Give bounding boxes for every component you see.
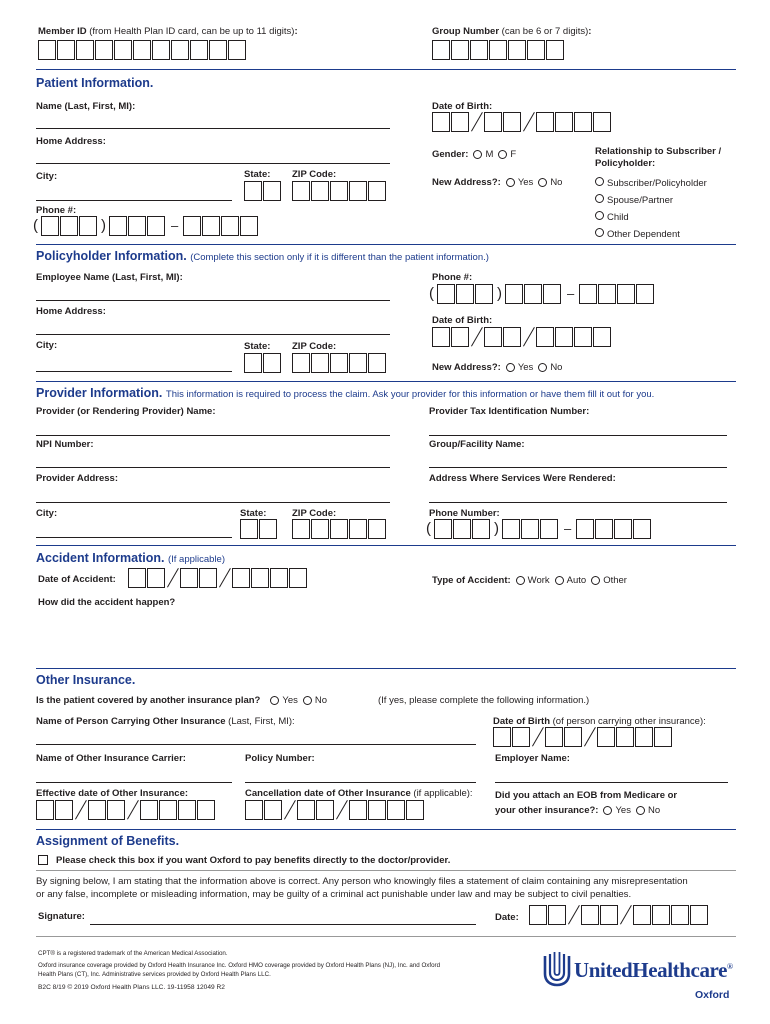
employee-name-label: Employee Name (Last, First, MI):: [36, 272, 183, 283]
cancel-date-boxes[interactable]: [245, 800, 425, 820]
provider-name-field[interactable]: [36, 435, 390, 436]
provider-state-boxes[interactable]: [240, 519, 278, 539]
accident-how-label: How did the accident happen?: [38, 597, 176, 608]
group-facility-label: Group/Facility Name:: [429, 439, 525, 450]
eob-yes-radio[interactable]: [603, 806, 612, 815]
patient-gender-label: Gender: M F: [432, 149, 517, 160]
patient-name-label: Name (Last, First, MI):: [36, 101, 136, 112]
other-person-field[interactable]: [36, 744, 476, 745]
policyholder-home-address-label: Home Address:: [36, 306, 106, 317]
policyholder-phone-boxes[interactable]: ( ) –: [426, 284, 655, 304]
patient-city-field[interactable]: [36, 200, 232, 201]
accident-heading: Accident Information. (If applicable): [36, 551, 225, 565]
policyholder-home-address-field[interactable]: [36, 334, 390, 335]
patient-new-address-yes[interactable]: [506, 178, 515, 187]
policyholder-dob-label: Date of Birth:: [432, 315, 493, 326]
other-coverage-label: Is the patient covered by another insurance plan? Yes No: [36, 695, 328, 706]
effective-date-boxes[interactable]: [36, 800, 216, 820]
rel-subscriber-option[interactable]: Subscriber/Policyholder: [591, 174, 707, 191]
patient-new-address-label: New Address?: Yes No: [432, 177, 563, 188]
policyholder-new-address-yes[interactable]: [506, 363, 515, 372]
other-coverage-yes[interactable]: [270, 696, 279, 705]
group-facility-field[interactable]: [429, 467, 727, 468]
effective-date-label: Effective date of Other Insurance:: [36, 788, 189, 799]
services-address-label: Address Where Services Were Rendered:: [429, 473, 616, 484]
policyholder-dob-boxes[interactable]: [432, 327, 612, 347]
other-insurance-heading: Other Insurance.: [36, 673, 136, 687]
eob-no-radio[interactable]: [636, 806, 645, 815]
assignment-heading: Assignment of Benefits.: [36, 834, 180, 848]
policyholder-new-address-no[interactable]: [538, 363, 547, 372]
patient-home-address-field[interactable]: [36, 163, 390, 164]
patient-zip-label: ZIP Code:: [292, 169, 337, 180]
member-id-label: Member ID (from Health Plan ID card, can be up to 11 digits):: [38, 26, 298, 37]
patient-zip-boxes[interactable]: [292, 181, 387, 201]
gender-m-radio[interactable]: [473, 150, 482, 159]
section-divider: [36, 69, 736, 70]
patient-name-field[interactable]: [36, 128, 390, 129]
cpt-note: CPT® is a registered trademark of the American Medical Association.: [38, 950, 228, 957]
oxford-label: Oxford: [695, 989, 730, 1001]
provider-phone-boxes[interactable]: ( ) –: [423, 519, 652, 539]
provider-address-field[interactable]: [36, 502, 390, 503]
accident-work-radio[interactable]: [516, 576, 525, 585]
patient-home-address-label: Home Address:: [36, 136, 106, 147]
provider-city-field[interactable]: [36, 537, 232, 538]
other-carrier-label: Name of Other Insurance Carrier:: [36, 753, 186, 764]
provider-name-label: Provider (or Rendering Provider) Name:: [36, 406, 216, 417]
provider-city-label: City:: [36, 508, 58, 519]
policyholder-state-label: State:: [244, 341, 271, 352]
thin-divider: [36, 936, 736, 937]
other-coverage-no[interactable]: [303, 696, 312, 705]
accident-date-label: Date of Accident:: [38, 574, 116, 585]
patient-dob-boxes[interactable]: [432, 112, 612, 132]
form-code: B2C 8/19 © 2019 Oxford Health Plans LLC. 19-11958 12049 R2: [38, 984, 225, 991]
provider-zip-boxes[interactable]: [292, 519, 387, 539]
policyholder-phone-label: Phone #:: [432, 272, 473, 283]
other-employer-field[interactable]: [495, 782, 728, 783]
assignment-checkbox[interactable]: [38, 855, 48, 865]
other-dob-label: Date of Birth (of person carrying other insurance):: [493, 716, 706, 727]
accident-other-radio[interactable]: [591, 576, 600, 585]
other-policy-field[interactable]: [245, 782, 476, 783]
accident-auto-radio[interactable]: [555, 576, 564, 585]
group-number-label: Group Number (can be 6 or 7 digits):: [432, 26, 592, 37]
signature-label: Signature:: [38, 911, 85, 922]
group-number-boxes[interactable]: [432, 40, 565, 60]
provider-phone-label: Phone Number:: [429, 508, 500, 519]
patient-city-label: City:: [36, 171, 58, 182]
patient-dob-label: Date of Birth:: [432, 101, 493, 112]
services-address-field[interactable]: [429, 502, 727, 503]
patient-state-label: State:: [244, 169, 271, 180]
assignment-checkbox-row: Please check this box if you want Oxford to pay benefits directly to the doctor/provider.: [38, 855, 450, 866]
provider-address-label: Provider Address:: [36, 473, 119, 484]
patient-new-address-no[interactable]: [538, 178, 547, 187]
section-divider: [36, 829, 736, 830]
patient-phone-boxes[interactable]: ( ) –: [30, 216, 259, 236]
section-divider: [36, 244, 736, 245]
thin-divider: [36, 870, 736, 871]
policyholder-city-label: City:: [36, 340, 58, 351]
policyholder-heading: Policyholder Information. (Complete this section only if it is different than the patient information.): [36, 249, 489, 263]
other-carrier-field[interactable]: [36, 782, 232, 783]
provider-zip-label: ZIP Code:: [292, 508, 337, 519]
signature-field[interactable]: [90, 924, 476, 925]
rel-other-option[interactable]: Other Dependent: [591, 225, 707, 242]
other-person-label: Name of Person Carrying Other Insurance (Last, First, MI):: [36, 716, 295, 727]
policyholder-zip-label: ZIP Code:: [292, 341, 337, 352]
accident-date-boxes[interactable]: [128, 568, 308, 588]
policyholder-zip-boxes[interactable]: [292, 353, 387, 373]
uhc-logo-icon: [542, 950, 572, 988]
sign-date-label: Date:: [495, 912, 519, 923]
sign-date-boxes[interactable]: [529, 905, 709, 925]
provider-heading: Provider Information. This information is required to process the claim. Ask your provider for this information or have them fill it out for you.: [36, 386, 655, 400]
section-divider: [36, 545, 736, 546]
patient-phone-label: Phone #:: [36, 205, 77, 216]
member-id-boxes[interactable]: [38, 40, 247, 60]
provider-state-label: State:: [240, 508, 267, 519]
other-employer-label: Employer Name:: [495, 753, 570, 764]
assignment-statement: By signing below, I am stating that the information above is correct. Any person who knowingly files a statement of claim containing any misrepresentation or any false, incomplete or misleading information, may be guilty of a criminal act punishable under law and may be subject to civil penalties.: [36, 876, 688, 900]
employee-name-field[interactable]: [36, 300, 390, 301]
section-divider: [36, 668, 736, 669]
uhc-logo-text: UnitedHealthcare®: [574, 958, 733, 982]
other-dob-boxes[interactable]: [493, 727, 673, 747]
section-divider: [36, 381, 736, 382]
accident-type-label: Type of Accident: Work Auto Other: [432, 575, 627, 586]
gender-f-radio[interactable]: [498, 150, 507, 159]
provider-tax-id-field[interactable]: [429, 435, 727, 436]
rel-child-option[interactable]: Child: [591, 208, 707, 225]
patient-heading: Patient Information.: [36, 76, 154, 90]
patient-state-boxes[interactable]: [244, 181, 282, 201]
policyholder-city-field[interactable]: [36, 371, 232, 372]
coverage-note: Oxford insurance coverage provided by Oxford Health Insurance Inc. Oxford HMO coverage provided by Oxford Health Plans (NJ), Inc. and Oxford Health Plans (CT), Inc. Administrative services provided by Oxford Health Plans LLC.: [38, 962, 441, 978]
rel-spouse-option[interactable]: Spouse/Partner: [591, 191, 707, 208]
policyholder-new-address-label: New Address?: Yes No: [432, 362, 563, 373]
other-policy-label: Policy Number:: [245, 753, 315, 764]
cancel-date-label: Cancellation date of Other Insurance (if applicable):: [245, 788, 473, 799]
relationship-options: [591, 174, 707, 242]
policyholder-state-boxes[interactable]: [244, 353, 282, 373]
if-yes-note: (If yes, please complete the following information.): [378, 695, 590, 706]
eob-label: Did you attach an EOB from Medicare or your other insurance?: Yes No: [495, 790, 678, 816]
relationship-label: Relationship to Subscriber / Policyholder:: [595, 146, 722, 169]
provider-tax-id-label: Provider Tax Identification Number:: [429, 406, 590, 417]
npi-label: NPI Number:: [36, 439, 94, 450]
npi-field[interactable]: [36, 467, 390, 468]
